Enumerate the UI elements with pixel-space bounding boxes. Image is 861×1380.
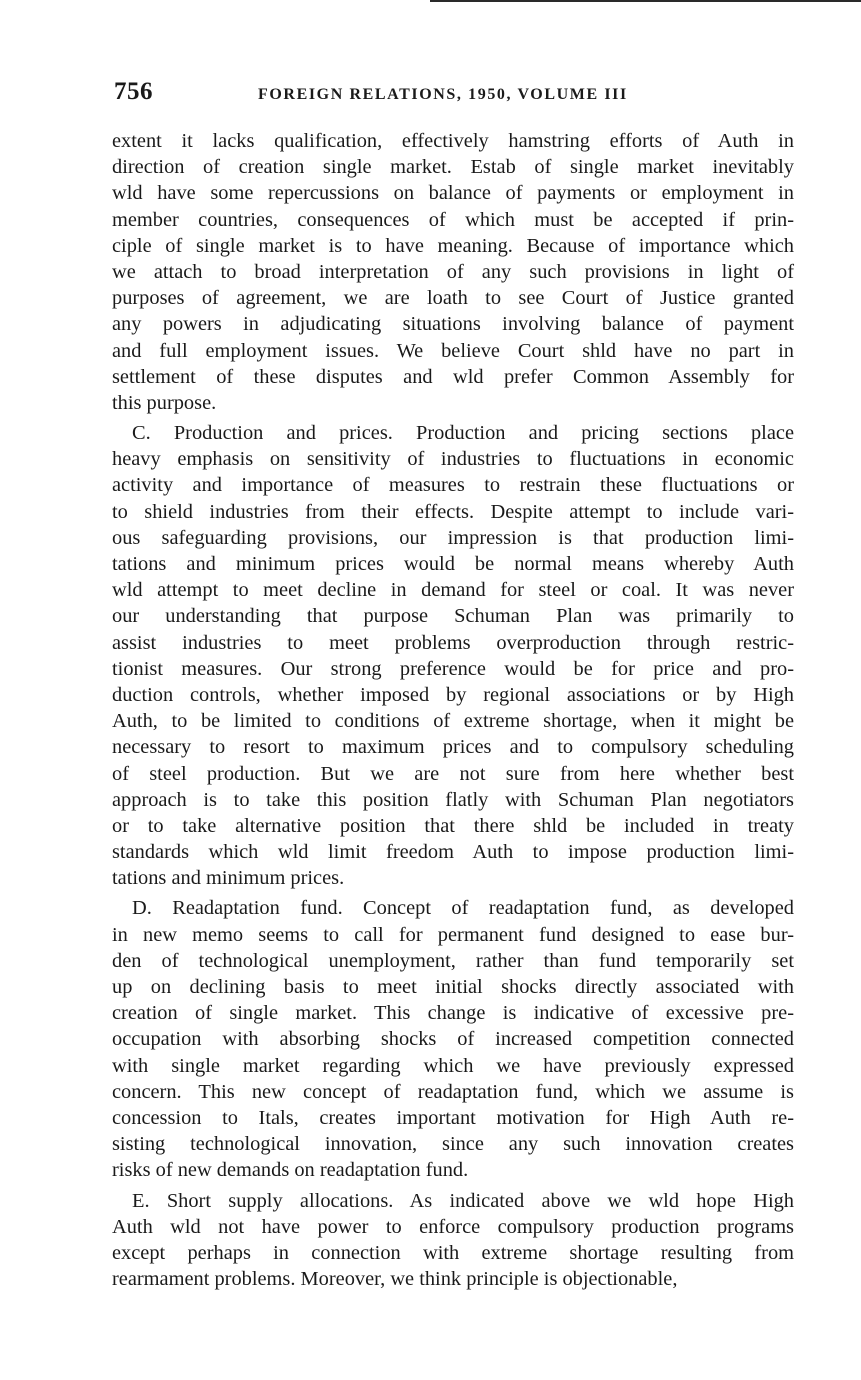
- text-line: standards which wld limit freedom Auth to impose production limi-: [112, 841, 794, 864]
- text-line: purposes of agreement, we are loath to see Court of Justice granted: [112, 287, 794, 310]
- text-line: or to take alternative position that there shld be included in treaty: [112, 814, 794, 837]
- paragraph: [112, 420, 794, 891]
- text-line: occupation with absorbing shocks of increased competition connected: [112, 1028, 794, 1051]
- paragraph: [112, 128, 794, 416]
- text-line: ous safeguarding provisions, our impression is that production limi-: [112, 526, 794, 549]
- text-line: den of technological unemployment, rather than fund temporarily set: [112, 949, 794, 972]
- text-line: E. Short supply allocations. As indicated above we wld hope High: [132, 1189, 794, 1212]
- text-line: up on declining basis to meet initial shocks directly associated with: [112, 976, 794, 998]
- text-line: to shield industries from their effects. Despite attempt to include vari-: [112, 500, 794, 523]
- text-line: with single market regarding which we have previously expressed: [112, 1054, 794, 1077]
- text-line: C. Production and prices. Production and pricing sections place: [132, 422, 794, 445]
- text-line: heavy emphasis on sensitivity of industries to fluctuations in economic: [112, 448, 794, 471]
- text-line: Auth wld not have power to enforce compulsory production programs: [112, 1215, 794, 1238]
- text-line: of steel production. But we are not sure from here whether best: [112, 762, 794, 785]
- text-line: concession to Itals, creates important motivation for High Auth re-: [112, 1106, 794, 1129]
- text-line: and full employment issues. We believe Court shld have no part in: [112, 339, 794, 362]
- text-line: we attach to broad interpretation of any such provisions in light of: [112, 260, 794, 283]
- text-line: creation of single market. This change is indicative of excessive pre-: [112, 1002, 794, 1025]
- text-line: this purpose.: [112, 391, 217, 414]
- scan-top-edge: [430, 0, 861, 2]
- page-number: 756: [114, 78, 153, 105]
- running-head: FOREIGN RELATIONS, 1950, VOLUME III: [258, 86, 628, 103]
- text-line: tionist measures. Our strong preference would be for price and pro-: [112, 657, 794, 680]
- text-line: direction of creation single market. Estab of single market inevitably: [112, 156, 794, 179]
- text-line: tations and minimum prices.: [112, 867, 345, 890]
- text-line: wld attempt to meet decline in demand for steel or coal. It was never: [112, 579, 794, 602]
- text-line: assist industries to meet problems overproduction through restric-: [112, 631, 794, 654]
- paragraph: [112, 895, 794, 1183]
- text-line: risks of new demands on readaptation fund.: [112, 1159, 469, 1182]
- text-line: Auth, to be limited to conditions of extreme shortage, when it might be: [112, 710, 794, 733]
- text-line: tations and minimum prices would be normal means whereby Auth: [112, 553, 794, 575]
- text-line: settlement of these disputes and wld prefer Common Assembly for: [112, 365, 794, 388]
- document-body: [112, 128, 794, 1292]
- text-line: sisting technological innovation, since any such innovation creates: [112, 1133, 794, 1156]
- text-line: D. Readaptation fund. Concept of readaptation fund, as developed: [132, 897, 794, 920]
- paragraph: [112, 1188, 794, 1293]
- text-line: member countries, consequences of which must be accepted if prin-: [112, 208, 794, 231]
- page-header: [114, 78, 794, 112]
- text-line: activity and importance of measures to restrain these fluctuations or: [112, 474, 794, 497]
- text-line: necessary to resort to maximum prices and to compulsory scheduling: [112, 736, 794, 759]
- text-line: extent it lacks qualification, effectively hamstring efforts of Auth in: [112, 130, 794, 152]
- text-line: wld have some repercussions on balance of payments or employment in: [112, 182, 794, 205]
- text-line: approach is to take this position flatly with Schuman Plan negotiators: [112, 788, 794, 811]
- text-line: in new memo seems to call for permanent fund designed to ease bur-: [112, 923, 794, 946]
- text-line: ciple of single market is to have meaning. Because of importance which: [112, 234, 794, 257]
- text-line: concern. This new concept of readaptation fund, which we assume is: [112, 1080, 794, 1103]
- text-line: except perhaps in connection with extreme shortage resulting from: [112, 1241, 794, 1264]
- text-line: any powers in adjudicating situations involving balance of payment: [112, 313, 794, 336]
- text-line: duction controls, whether imposed by regional associations or by High: [112, 683, 794, 706]
- text-line: our understanding that purpose Schuman Plan was primarily to: [112, 605, 794, 628]
- text-line: rearmament problems. Moreover, we think principle is objectionable,: [112, 1268, 678, 1291]
